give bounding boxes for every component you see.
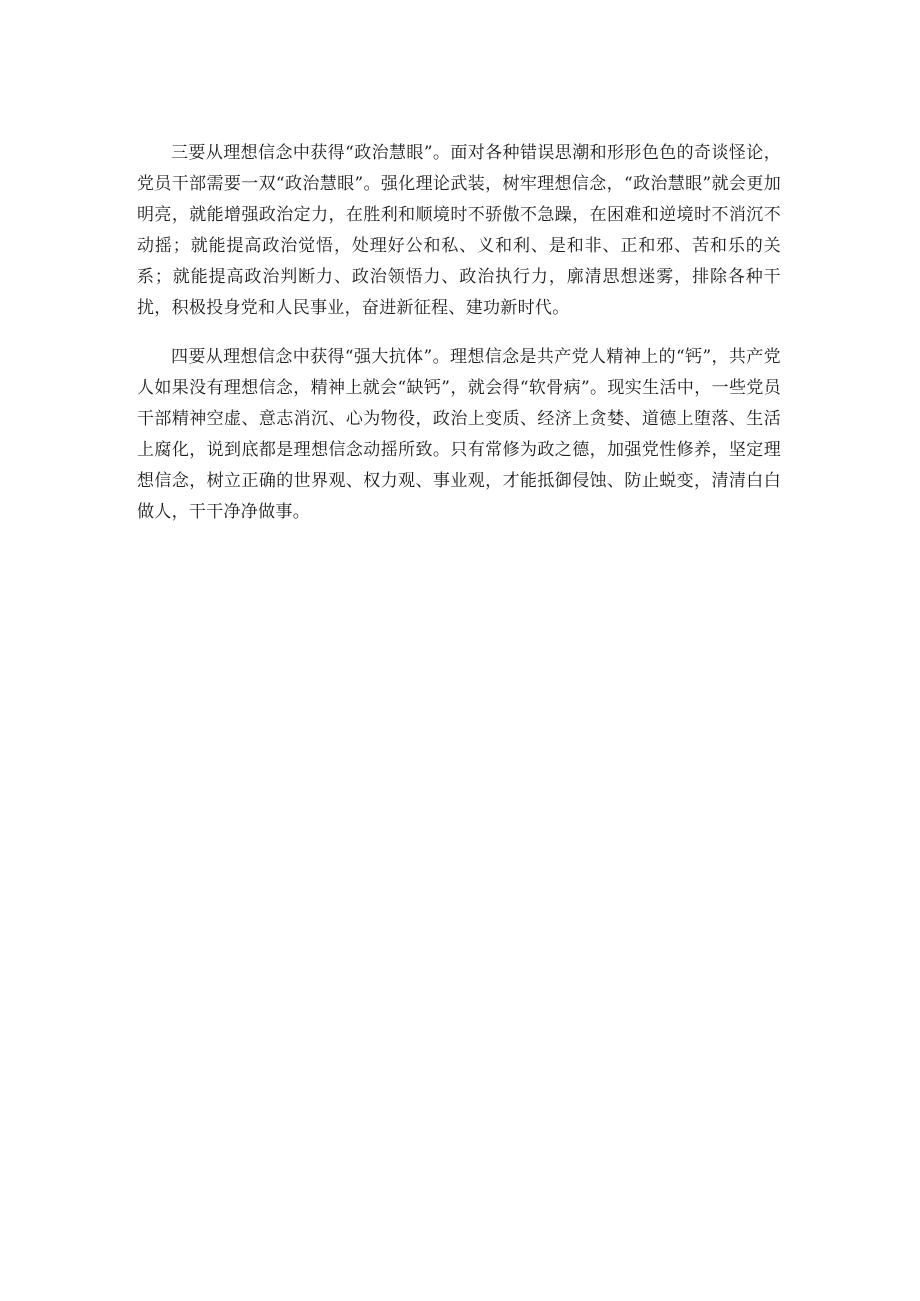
document-body (137, 138, 781, 546)
paragraph-four: 四要从理想信念中获得“强大抗体”。理想信念是共产党人精神上的“钙”，共产党人如果没有理想信念，精神上就会“缺钙”，就会得“软骨病”。现实生活中，一些党员干部精神空虚、意志消沉、心为物役，政治上变质、经济上贪婪、道德上堕落、生活上腐化，说到底都是理想信念动摇所致。只有常修为政之德，加强党性修养，坚定理想信念，树立正确的世界观、权力观、事业观，才能抵御侵蚀、防止蜕变，清清白白做人，干干净净做事。 (137, 347, 781, 522)
paragraph-three: 三要从理想信念中获得“政治慧眼”。面对各种错误思潮和形形色色的奇谈怪论，党员干部需要一双“政治慧眼”。强化理论武装，树牢理想信念，“政治慧眼”就会更加明亮，就能增强政治定力，在胜利和顺境时不骄傲不急躁，在困难和逆境时不消沉不动摇；就能提高政治觉悟，处理好公和私、义和利、是和非、正和邪、苦和乐的关系；就能提高政治判断力、政治领悟力、政治执行力，廓清思想迷雾，排除各种干扰，积极投身党和人民事业，奋进新征程、建功新时代。 (137, 143, 781, 318)
